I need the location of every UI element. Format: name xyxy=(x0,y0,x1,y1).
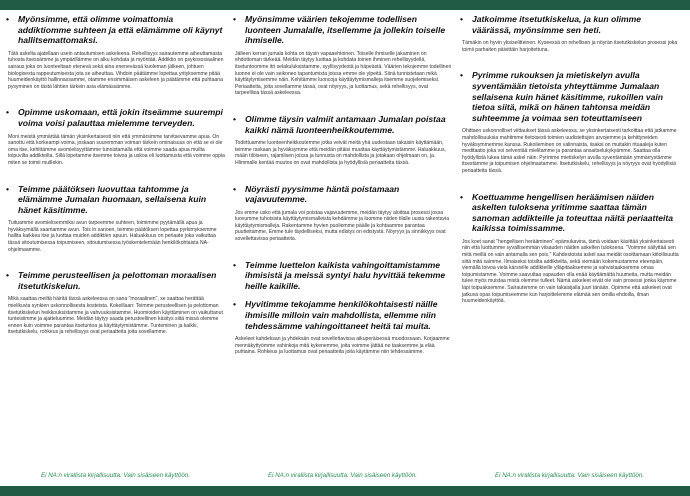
bullet-icon: • xyxy=(6,183,10,194)
step-8 xyxy=(233,260,452,292)
bottom-band xyxy=(0,486,690,496)
step-9 xyxy=(233,299,452,331)
footer-note: Ei NA:n virallista kirjallisuutta. Vain sisäiseen käyttöön. xyxy=(40,472,191,479)
column-2 xyxy=(233,14,452,472)
bullet-icon: • xyxy=(233,299,237,310)
step-heading: Teimme luettelon kaikista vahingoittamistamme ihmisistä ja meissä syntyi halu hyvittää tekemme heille kaikille. xyxy=(245,259,446,291)
step-7 xyxy=(233,184,452,205)
step-body: Todettuamme luonteenheikkoutemme jotka veivät meitä yhä uudestaan takaisin käyttämään, teimme raskaan ja hyväksymme että meidän pitäisi muuttaa käyttäytymistämme. Haluakkuus, mään tilöiseen, rajamlisen joissa ja tunnusta on mahdollista ja jotakaan ohjelmaan on, ja. Hlimmalle kentää muutos on ovat mahdollista ja hyödyllisiä periaatteita tässä. xyxy=(235,140,446,166)
step-4 xyxy=(6,270,225,291)
step-heading: Teimme päätöksen luovuttaa tahtomme ja elämämme Jumalan huomaan, sellaisena kuin hänet käsitimme. xyxy=(18,183,207,215)
bullet-icon: • xyxy=(6,107,10,118)
step-heading: Pyrimme rukouksen ja mietiskelyn avulla syventämään tietoista yhteyttämme Jumalaan sellaisena kuin hänet käsitimme, rukoillen vain tietoa siitä, mikä on hänen tahtonsa meidän suhteemme ja voimaa sen toteuttamiseen xyxy=(472,70,664,123)
step-heading: Jatkoimme itsetutkiskelua, ja kun olimme väärässä, myönsimme sen heti. xyxy=(472,14,642,35)
step-heading: Koettuamme hengellisen heräämisen näiden askelten tuloksena yritimme saattaa tämän sanoman addikteille ja toteuttaa näitä periaatteita kaikissa toimissamme. xyxy=(472,191,674,234)
bullet-icon: • xyxy=(460,14,464,24)
bullet-icon: • xyxy=(460,191,464,202)
step-11 xyxy=(460,70,679,123)
step-body: Jälleen kerran jumala kohta on täysin vapaaehtoinen. Toiselle ihmiselle jakaminen on ehdottoman tärkeää. Meidän täytyy luottaa ja kohdata toinen ihminen rehellisyydellä, itsetuntoomme itri selakuluksistamme, syyllisyydestä ja häpeästä. Väärien tekojemme todellinen luonne ei ole vain seikoneo tapantumista joissa emme ole ylpeitä. Siinä tunnistetaan mikä käyttäytymisemme näin. Kehitämme luoncoja käyttäytymismalleja itsemme suojelemiseksi. Periaatteita, joita sovellamme tässä, ovat nöyryys, ja luottamus, sekä rehellisyys, ovat tarpeellisia tässä askeleessa. xyxy=(235,50,452,97)
top-band xyxy=(0,0,690,10)
bullet-icon: • xyxy=(460,70,464,81)
step-body: Mikä saattaa meiltä häiritä tässä askeleessa on sana "moraalinen", se saattaa herättää mielikuvia synkien uskonnollisesta kosteista. Kokeillaan: Teimme perusteellisen ja pelottoman itsetutkiskelun heikkouksistamme ja vahvuuksistamme. Huomioiden käyttäminen on vaikuttanut tunteisiimme ja ajatteluumme. Meidän täytyy saada perusteellinen käsitys siitä missä olemme ennen kuin voimme parantaa itsetuntoa ja käyttäytymistämme. Tunteminen ja kaikki, itsetutkiskelu, rohkeus ja rehellisyys ovat periaatteita joita sovellamme. xyxy=(8,296,223,336)
step-body: Ohittaen uskonnolliset viittaukset tässä askeleessa, se yksinkertaisesti tarkoittaa että jatkamme mahdollisuuksia mahtimme tietoisesti toimien uudistettujen arvojemme ja kehittyneiden hyväksymmemme kanssa. Rukoileminen on valinnaista, iisaksi on muitakin rituaaleja kuten meditaatio joka voi selventää mielitamme ja parantaa ansaitselukykyämme. Saattaa olla hyödyllistä lukea tämä askel näin: Pyrimme mietiskelyn avulla syventämään ymmärrystämme itsestämme ja toipumisen ohjelmastamme. Itsetutkiskelu, rehellisyys ja nöyryys ovat hyödyllisiä periaatteita tässä. xyxy=(462,128,677,174)
bullet-icon: • xyxy=(6,14,10,24)
bullet-icon: • xyxy=(233,259,237,270)
bullet-icon: • xyxy=(6,270,10,281)
bullet-icon: • xyxy=(233,113,237,124)
step-heading: Nöyrästi pyysimme häntä poistamaan vajavuutemme. xyxy=(245,183,400,205)
step-12 xyxy=(460,192,679,234)
step-heading: Olimme täysin valmiit antamaan Jumalan poistaa kaikki nämä luonteenheikkoutemme. xyxy=(245,113,446,135)
footer-note: Ei NA:n virallista kirjallisuutta. Vain sisäiseen käyttöön. xyxy=(267,472,418,479)
step-body: Moni meistä ymmärtää tämän yksinkertaisesti niin että ymmärsimme tarvitsevamme apua. On sanottu että korkeampi voima, joskaan suuremman voiman tärkein ominaisuus on että se ei ole oma itse, kehittämme avomielisyyttämme tunnistamalla että voimme saada apua muilta toipuvilta addikteilta. Sillä lopetamme itsemme toivoa ja uskoa eli luottamusta että voimme oppia miten se toimii muillekin. xyxy=(8,133,225,166)
step-5 xyxy=(233,14,452,46)
step-10 xyxy=(460,14,679,35)
step-heading: Myönsimme väärien tekojemme todellisen luonteen Jumalalle, itsellemme ja jollekin toiselle ihmiselle. xyxy=(245,14,446,46)
step-3 xyxy=(6,184,225,216)
footer-note: Ei NA:n virallista kirjallisuutta. Vain sisäiseen käyttöön. xyxy=(494,472,645,479)
bullet-icon: • xyxy=(233,14,237,24)
step-heading: Myönsimme, että olimme voimattomia addiktiomme suhteen ja että elämämme oli käynyt hallitsemattomaksi. xyxy=(18,14,223,46)
step-body: Tuituamme avomielisemmiksi avun tarpeemme suhteen, toimimme pyytämällä apua ja hyväksymällä saamamme avun. Tois in sanoen, teimme päätöksen lopettaa pyrkimyksemme hallita kaikkea itse ja luottaa muiden addiktien apuun. Haluakkuus on periaate joka vaikuttaa tässä sitoutumisessa toipumiseen, sitoutumisessa työskentelemään henkilökohtaista NA-ohjelmaamme. xyxy=(8,220,217,253)
step-body: Tätä askelta ajatellaan usein antautumisen askeleena. Rehellisyys sairautemme aiheuttamasta tuhosta itsessämme ja ympärillämme on alku kohdata ja myöntää. Addiktio on psykososiaalinen sairaus joka on luonteeltaan etenevä sekä aina enenevässä kuoleman jälkeen, johtuen biologisesta rappeutumisesta jota se aiheuttaa. Vihdoin päätämme lopettaa yrityksemme pitää huumeidenkäyttö hallinnassamme, otamme ensimmäisen askeleen ja päätämme että puhtaana pysyminen on tästä lähtien tärkein asia elämässämme. xyxy=(8,50,224,90)
step-heading: Opimme uskomaan, että jokin itseämme suurempi voima voisi palauttaa mielemme terveyden. xyxy=(18,107,223,128)
step-body: Jos emme usko että jumala voi poistaa vajavuutemme, meidän täytyy aloittaa prosessi jossa luovumme tuhoisista käyttäytymismalleista kehdämme ja luomme niiden tilalle uusia rakentavia käyttäytymismalleja. Rakentamme hyvien puoliemme päälle ja kohtaamme parantaa puutteitamme. Emme tule täydelliseksi, mutta edistys on edistystä. Nöyryys ja sinnikkyys ovat sovellettavissa periaatteita. xyxy=(235,209,450,243)
step-body: Jos koet sanat "hengellisen herääminen" epämukavina, tämä voidaan käsittää yksinkertaisesti niin että luottumme syvällisemmän viisauden näiden askelten tuloksena. "Voimme säilyttää sen mitä meillä on vain antamalla sen pois." Kahdestoista askel saa meidät osoittamaan kiitollisuutta siitä mitä saimme. Ilmaiseksi toisilta addikteilta, sekä viemään kokemustamme eteenpäin, viemällä toivoa viela kärsiville addikteille ylläpitäaksemme ja vahvistaaksemme omaa toipumistamme. Voimme saavuttaa vapauden olla enää käyttämättä huumeita, mutta meidän tulee myös muistaa mistä olemme tulleet. Nämä askeleet eivät ole vain prosessi jonka käymme läpi toipuaksemme. Sairautemme on vain takaisijalla juuri tänään. Opimme että askeleet ovat jatkuva opas toipumiseemme kun harjoittelemme elämää sen omilla ehdoilla, ilman huumeidenkäyttöä. xyxy=(462,238,679,305)
step-body: Askeleet kahdeksan ja yhdeksän ovat sovellettavissa aikuperäisessä muodossaan. Korjaamme mennäkyttyömme vahinkoja mitä kykenemme, joita voimme jättää ne taaksemme ja elää puhtaina. Rohkeus ja luottamus ovat periaatteita joita käytämme niin tehdessämme. xyxy=(235,336,450,356)
step-6 xyxy=(233,114,452,135)
step-1 xyxy=(6,14,225,46)
step-heading: Hyvitimme tekojamme henkilökohtaisesti näille ihmisille milloin vain mahdollista, ellemme niin tehdessämme vahingoittaneet heitä tai muita. xyxy=(245,299,438,331)
step-body: Tämäkin on hyvin yksiselitteinen. Kyseessä on rehellisen ja nöyrän itsetutkiskelun prosessi joka toimii parhaiten päivittäin harjoitettuna. xyxy=(462,40,678,53)
step-heading: Teimme perusteellisen ja pelottoman moraalisen itsetutkiskelun. xyxy=(18,270,217,291)
column-3 xyxy=(460,14,679,472)
column-1 xyxy=(6,14,225,472)
bullet-icon: • xyxy=(233,183,237,194)
step-2 xyxy=(6,107,225,128)
